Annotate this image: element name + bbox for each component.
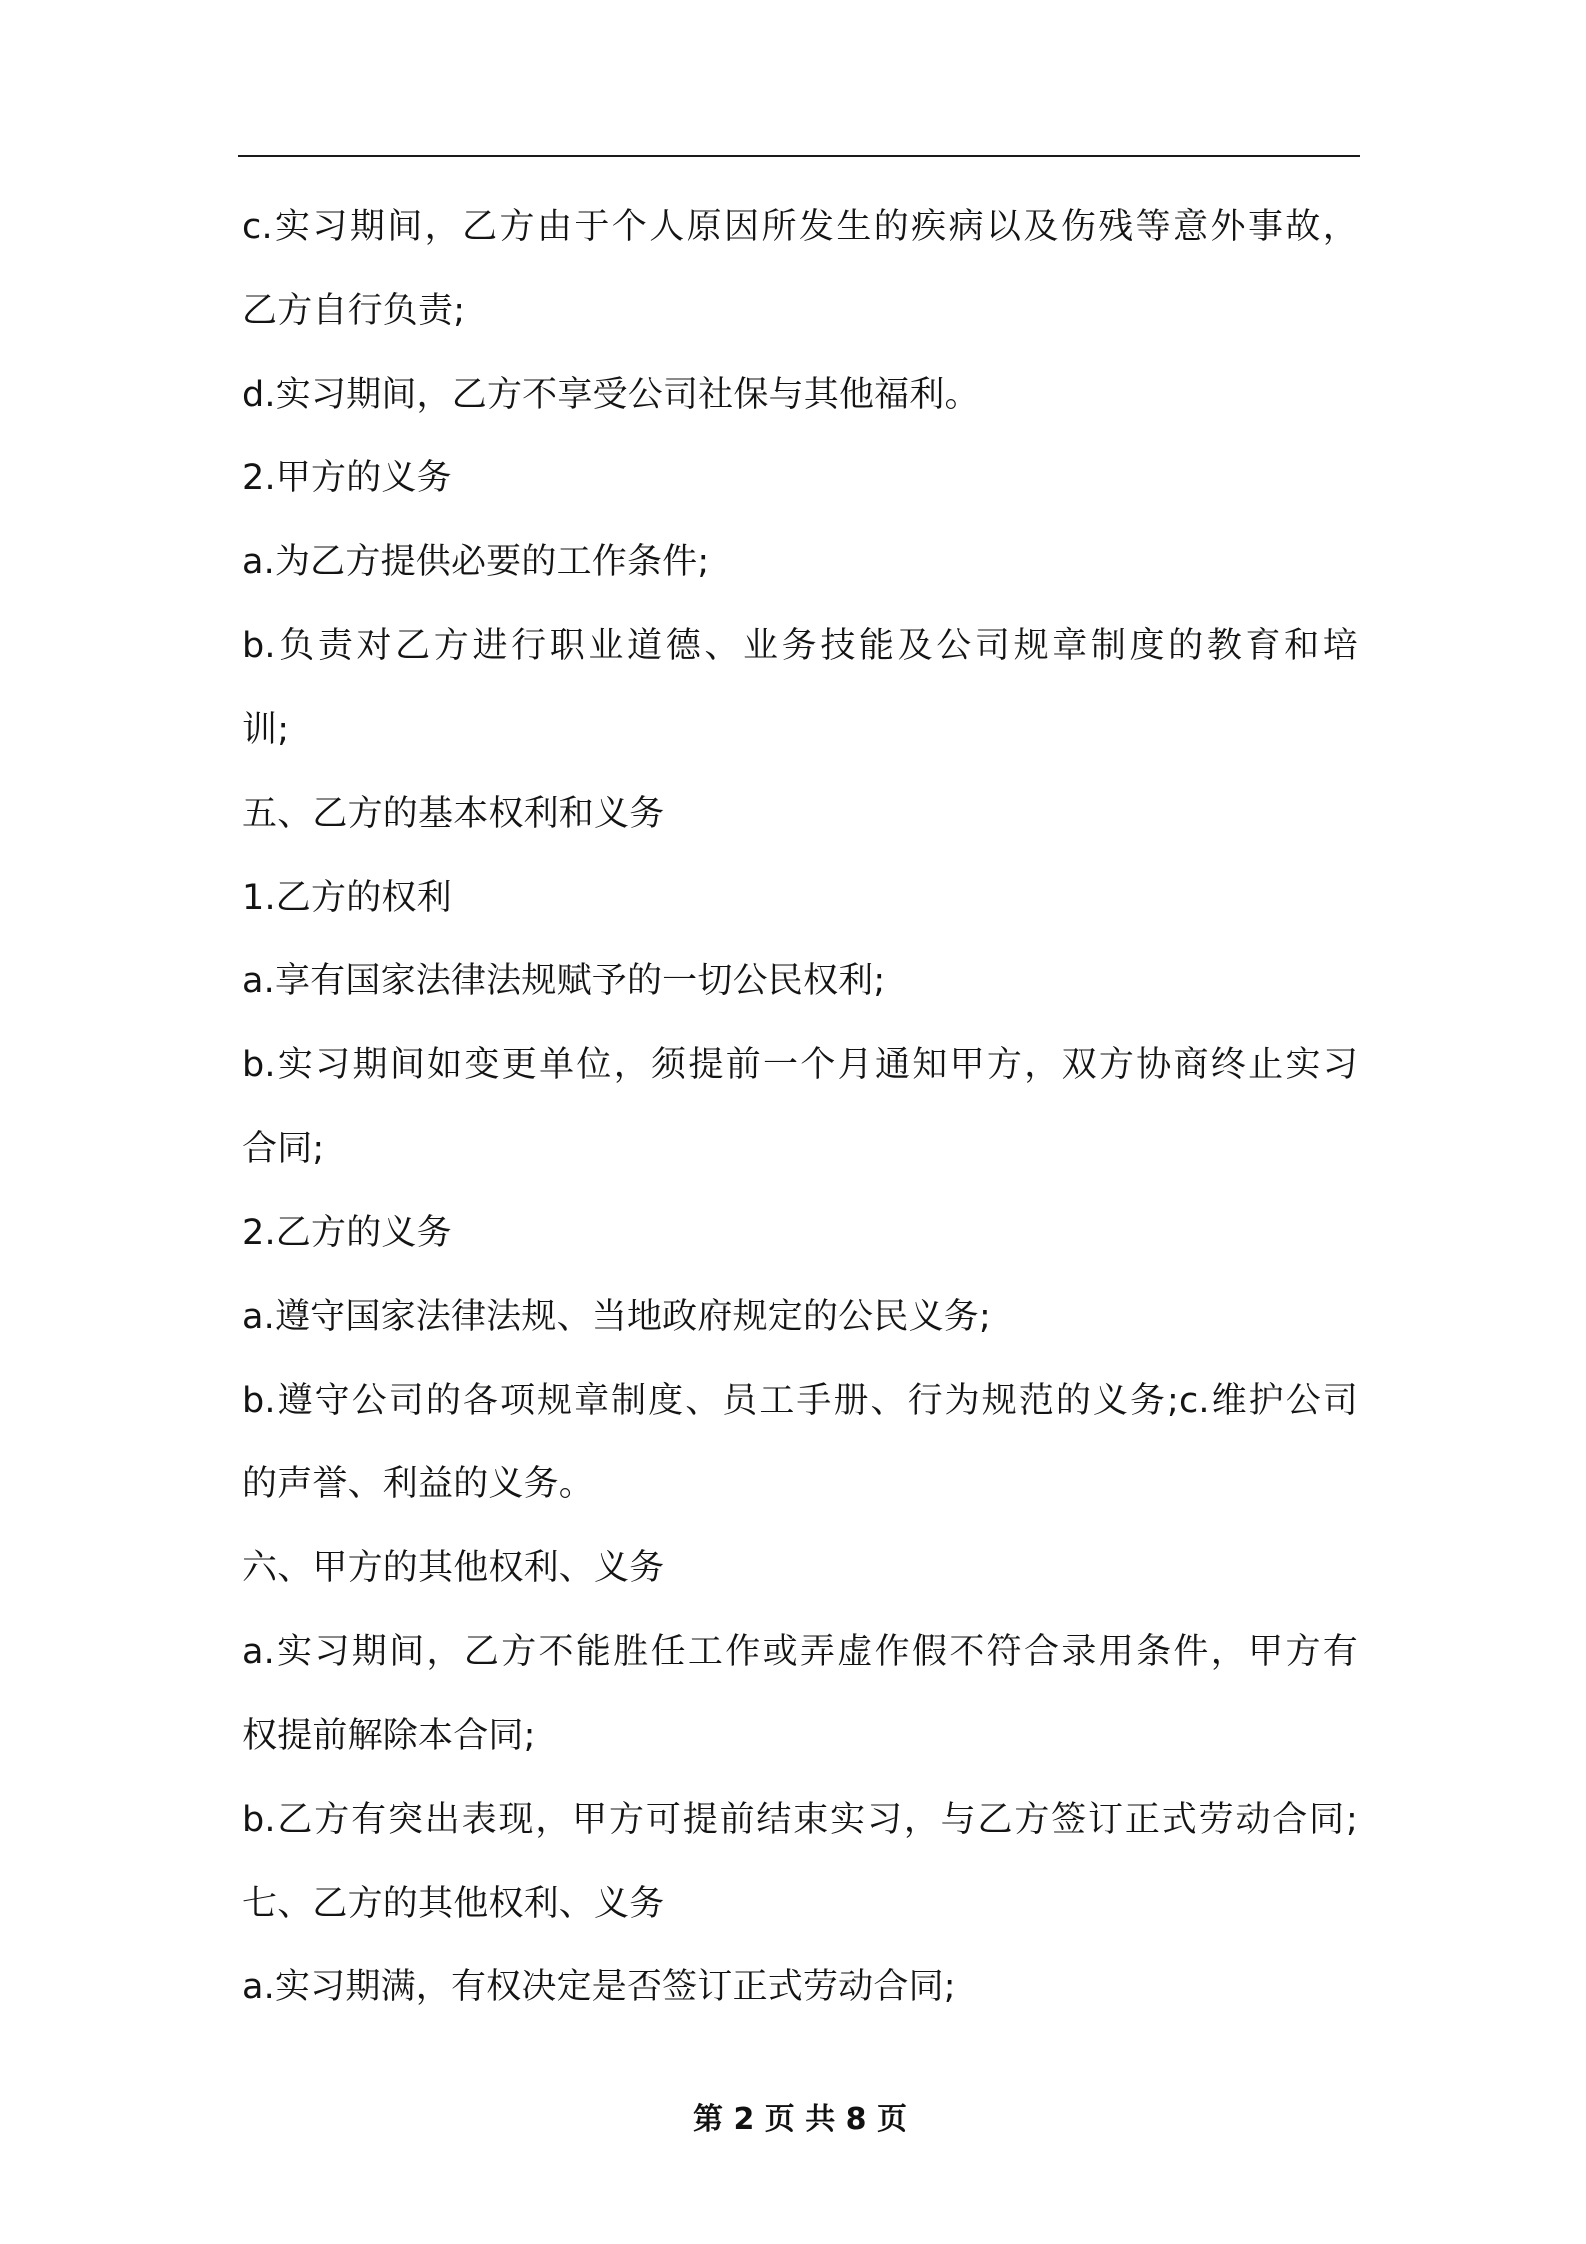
- text-line: a.实习期满，有权决定是否签订正式劳动合同;: [242, 1967, 956, 2008]
- header-rule: [238, 155, 1360, 157]
- section-subheading: 2.甲方的义务: [242, 458, 452, 499]
- section-heading: 七、乙方的其他权利、义务: [242, 1883, 665, 1924]
- section-subheading: 2.乙方的义务: [242, 1212, 452, 1253]
- text-line: 乙方自行负责;: [242, 290, 466, 331]
- text-line: c.实习期间，乙方由于个人原因所发生的疾病以及伤残等意外事故，: [242, 207, 1358, 247]
- text-line: a.为乙方提供必要的工作条件;: [242, 542, 710, 583]
- document-body: [242, 186, 1358, 2030]
- text-line: a.享有国家法律法规赋予的一切公民权利;: [242, 961, 886, 1002]
- text-line: 权提前解除本合同;: [242, 1715, 536, 1756]
- text-line: 合同;: [242, 1129, 325, 1170]
- section-heading: 五、乙方的基本权利和义务: [242, 793, 665, 834]
- section-subheading: 1.乙方的权利: [242, 877, 452, 918]
- text-line: b.负责对乙方进行职业道德、业务技能及公司规章制度的教育和培: [242, 626, 1358, 667]
- text-line: d.实习期间，乙方不享受公司社保与其他福利。: [242, 374, 980, 415]
- text-line: 训;: [242, 709, 290, 750]
- section-heading: 六、甲方的其他权利、义务: [242, 1548, 665, 1589]
- page-footer: 第 2 页 共 8 页: [693, 2102, 907, 2137]
- text-line: a.实习期间，乙方不能胜任工作或弄虚作假不符合录用条件，甲方有: [242, 1632, 1358, 1673]
- text-line: b.乙方有突出表现，甲方可提前结束实习，与乙方签订正式劳动合同;: [242, 1799, 1358, 1840]
- text-line: b.遵守公司的各项规章制度、员工手册、行为规范的义务;c.维护公司: [242, 1380, 1358, 1421]
- text-line: 的声誉、利益的义务。: [242, 1464, 595, 1505]
- text-line: b.实习期间如变更单位，须提前一个月通知甲方，双方协商终止实习: [242, 1045, 1358, 1086]
- text-line: a.遵守国家法律法规、当地政府规定的公民义务;: [242, 1296, 991, 1337]
